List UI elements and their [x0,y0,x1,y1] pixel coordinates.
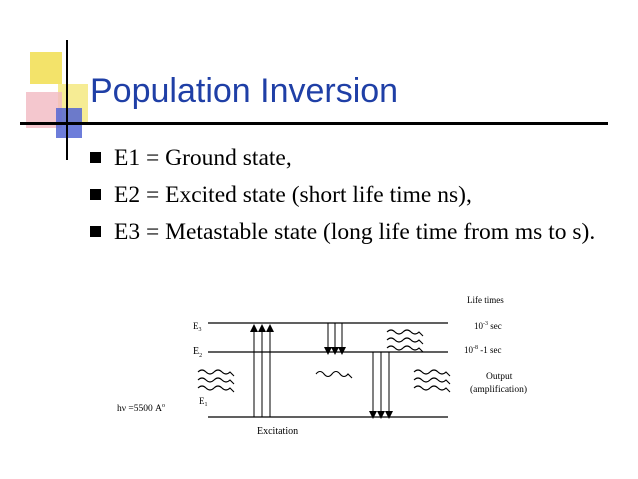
output-photons-icon [414,370,450,392]
bullet-text: E3 = Metastable state (long life time from ms to s). [114,219,596,245]
output-label: Output [486,372,513,382]
bullet-text: E1 = Ground state, [114,145,292,171]
excitation-label: Excitation [257,426,299,437]
slide-title: Population Inversion [90,72,399,110]
single-photon-icon [316,372,352,379]
lifetime-e2: $10^{-8}$ -1 sec [464,345,502,355]
amplification-label: (amplification) [470,385,527,395]
life-times-label: Life times [467,295,504,305]
label-e3: $E_3$ [193,321,202,333]
label-e2: $E_2$ [193,346,203,359]
incoming-photons-icon [198,370,234,392]
photon-energy-label: hν =5500 $A^o$ [117,403,166,414]
bullet-text: E2 = Excited state (short life time ns), [114,182,472,208]
label-e1: $E_1$ [199,396,208,408]
lifetime-e3: $10^{-3}$ sec [474,321,502,331]
emitted-photons-e3-icon [387,330,423,352]
